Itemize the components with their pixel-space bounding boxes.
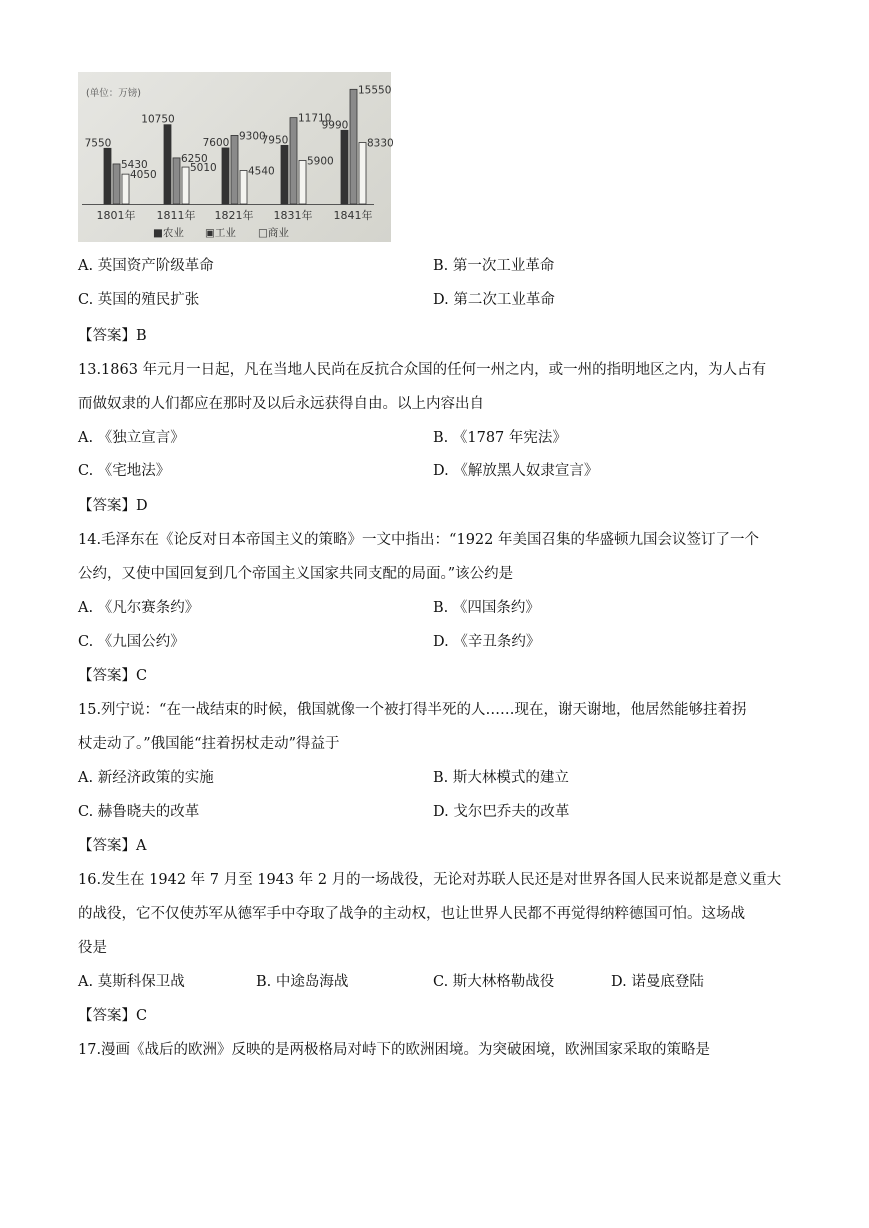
bar-农业-1831年 xyxy=(281,145,288,204)
q15-option-d: D. 戈尔巴乔夫的改革 xyxy=(433,804,570,820)
data-label-工业-1831年: 11710 xyxy=(298,112,332,125)
q13-option-c: C. 《宅地法》 xyxy=(78,463,171,479)
category-label: 1801年 xyxy=(96,209,136,222)
bar-农业-1801年 xyxy=(104,148,111,204)
bar-工业-1811年 xyxy=(173,158,180,204)
q14-answer: 【答案】C xyxy=(78,668,148,684)
bar-商业-1821年 xyxy=(240,171,247,204)
q16-option-c: C. 斯大林格勒战役 xyxy=(433,974,555,990)
data-label-农业-1831年: 7950 xyxy=(261,134,289,147)
bar-工业-1831年 xyxy=(290,118,297,204)
q12-option-a: A. 英国资产阶级革命 xyxy=(78,258,214,274)
q13-option-a: A. 《独立宣言》 xyxy=(78,430,185,446)
data-label-工业-1841年: 15550 xyxy=(358,84,392,97)
bar-商业-1801年 xyxy=(122,174,129,204)
bar-工业-1841年 xyxy=(350,89,357,204)
data-label-农业-1841年: 9990 xyxy=(321,119,349,132)
bar-商业-1811年 xyxy=(182,167,189,204)
bar-chart-photo xyxy=(78,72,394,242)
q14-stem-line1: 14.毛泽东在《论反对日本帝国主义的策略》一文中指出：“1922 年美国召集的华盛顿九国会议签订了一个 xyxy=(78,532,759,548)
q15-option-a: A. 新经济政策的实施 xyxy=(78,770,214,786)
q14-option-d: D. 《辛丑条约》 xyxy=(433,634,541,650)
q14-option-b: B. 《四国条约》 xyxy=(433,600,540,616)
q16-answer: 【答案】C xyxy=(78,1008,148,1024)
legend-item: ▣工业 xyxy=(205,227,236,239)
q15-option-b: B. 斯大林模式的建立 xyxy=(433,770,569,786)
q12-option-c: C. 英国的殖民扩张 xyxy=(78,292,200,308)
bar-商业-1841年 xyxy=(359,143,366,204)
q13-stem-line2: 而做奴隶的人们都应在那时及以后永远获得自由。以上内容出自 xyxy=(78,396,484,412)
category-label: 1831年 xyxy=(273,209,313,222)
data-label-商业-1801年: 4050 xyxy=(130,169,157,182)
bar-农业-1811年 xyxy=(164,125,171,204)
q12-answer: 【答案】B xyxy=(78,328,147,344)
chart-title: (单位：万镑) xyxy=(86,88,141,99)
category-label: 1811年 xyxy=(156,209,196,222)
data-label-农业-1801年: 7550 xyxy=(84,137,112,150)
q15-stem-line1: 15.列宁说：“在一战结束的时候，俄国就像一个被打得半死的人……现在，谢天谢地，他居然能够拄着拐 xyxy=(78,702,747,718)
bar-商业-1831年 xyxy=(299,160,306,204)
data-label-农业-1821年: 7600 xyxy=(202,136,230,149)
data-label-商业-1841年: 8330 xyxy=(367,137,394,150)
q14-option-c: C. 《九国公约》 xyxy=(78,634,185,650)
q12-option-b: B. 第一次工业革命 xyxy=(433,258,555,274)
q16-option-b: B. 中途岛海战 xyxy=(256,974,349,990)
bar-农业-1821年 xyxy=(222,148,229,204)
q16-stem-line3: 役是 xyxy=(78,940,107,956)
bar-工业-1821年 xyxy=(231,135,238,204)
bar-chart xyxy=(78,72,394,242)
q15-answer: 【答案】A xyxy=(78,838,147,854)
data-label-工业-1811年: 6250 xyxy=(181,152,208,165)
bar-农业-1841年 xyxy=(341,130,348,204)
data-label-商业-1811年: 5010 xyxy=(190,162,217,175)
q14-stem-line2: 公约，又使中国回复到几个帝国主义国家共同支配的局面。”该公约是 xyxy=(78,566,514,582)
legend-item: □商业 xyxy=(258,227,289,239)
bar-工业-1801年 xyxy=(113,164,120,204)
q16-stem-line2: 的战役，它不仅使苏军从德军手中夺取了战争的主动权，也让世界人民都不再觉得纳粹德国可怕。这场战 xyxy=(78,906,745,922)
q12-option-d: D. 第二次工业革命 xyxy=(433,292,555,308)
q14-option-a: A. 《凡尔赛条约》 xyxy=(78,600,200,616)
q13-option-d: D. 《解放黑人奴隶宣言》 xyxy=(433,463,599,479)
q13-answer: 【答案】D xyxy=(78,498,148,514)
data-label-工业-1821年: 9300 xyxy=(239,130,266,143)
q13-option-b: B. 《1787 年宪法》 xyxy=(433,430,567,446)
category-label: 1821年 xyxy=(214,209,254,222)
data-label-商业-1831年: 5900 xyxy=(307,155,334,168)
data-label-工业-1801年: 5430 xyxy=(121,158,148,171)
data-label-商业-1821年: 4540 xyxy=(248,165,275,178)
q15-stem-line2: 杖走动了。”俄国能“拄着拐杖走动”得益于 xyxy=(78,736,340,752)
q16-option-a: A. 莫斯科保卫战 xyxy=(78,974,185,990)
data-label-农业-1811年: 10750 xyxy=(141,113,175,126)
q13-stem-line1: 13.1863 年元月一日起，凡在当地人民尚在反抗合众国的任何一州之内，或一州的指明地区之内，为人占有 xyxy=(78,362,767,378)
q16-stem-line1: 16.发生在 1942 年 7 月至 1943 年 2 月的一场战役，无论对苏联人民还是对世界各国人民来说都是意义重大 xyxy=(78,872,782,888)
q16-option-d: D. 诺曼底登陆 xyxy=(611,974,704,990)
category-label: 1841年 xyxy=(333,209,373,222)
q15-option-c: C. 赫鲁晓夫的改革 xyxy=(78,804,200,820)
legend-item: ■农业 xyxy=(153,227,184,239)
q17-stem-line1: 17.漫画《战后的欧洲》反映的是两极格局对峙下的欧洲困境。为突破困境，欧洲国家采取的策略是 xyxy=(78,1042,711,1058)
